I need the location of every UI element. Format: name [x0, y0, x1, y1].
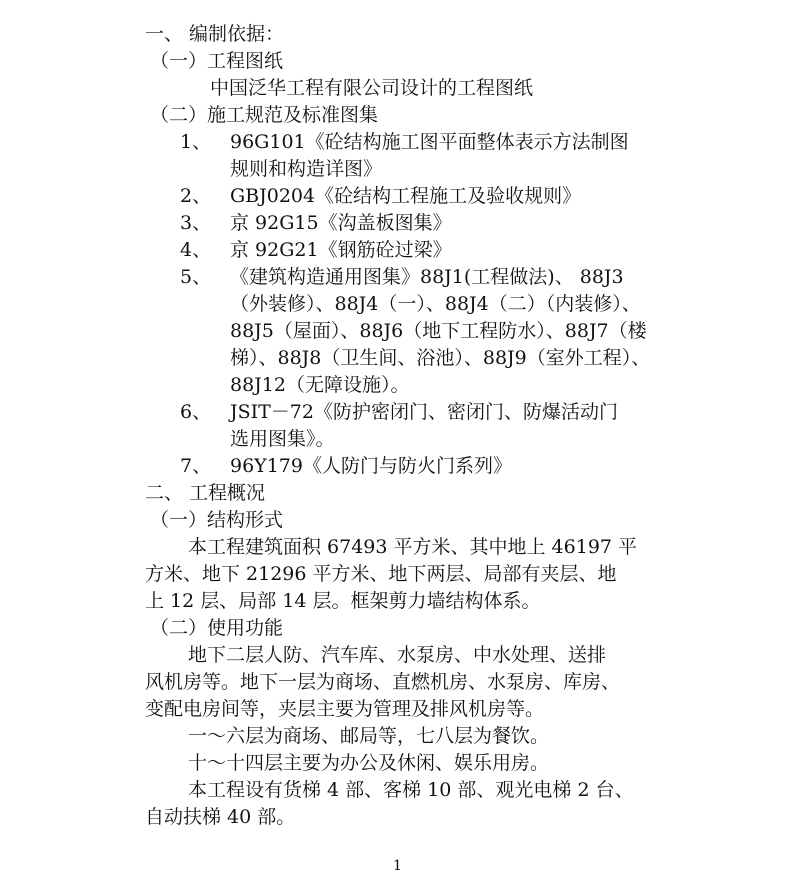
list-item-text: 88J12（无障设施）。	[230, 374, 410, 396]
paragraph-line: 风机房等。地下一层为商场、直燃机房、水泵房、库房、	[145, 671, 621, 693]
list-item-text: 梯）、88J8（卫生间、浴池）、88J9（室外工程）、	[230, 347, 651, 369]
subsection-heading: （二）使用功能	[150, 617, 284, 639]
paragraph-line: 十～十四层主要为办公及休闲、娱乐用房。	[188, 752, 550, 774]
paragraph-line: 一～六层为商场、邮局等，七八层为餐饮。	[188, 725, 550, 747]
subsection-heading: （二）施工规范及标准图集	[150, 104, 379, 126]
list-item-number: 2、	[180, 185, 212, 207]
paragraph-line: 自动扶梯 40 部。	[145, 806, 296, 828]
section-heading: 二、 工程概况	[145, 482, 266, 504]
subsection-heading: （一）结构形式	[150, 509, 284, 531]
list-item-text: （外装修）、88J4（一）、88J4（二）（内装修）、	[230, 293, 641, 315]
list-item-number: 7、	[180, 455, 212, 477]
list-item-number: 4、	[180, 239, 212, 261]
list-item-number: 1、	[180, 131, 212, 153]
list-item-text: 规则和构造详图》	[230, 158, 383, 180]
list-item-text: JSIT－72《防护密闭门、密闭门、防爆活动门	[230, 401, 618, 423]
list-item-text: 96G101《砼结构施工图平面整体表示方法制图	[230, 131, 629, 153]
list-item-number: 3、	[180, 212, 212, 234]
list-item-text: 88J5（屋面）、88J6（地下工程防水）、88J7（楼	[230, 320, 647, 342]
list-item-text: 选用图集》。	[230, 428, 335, 450]
section-heading: 一、 编制依据：	[145, 23, 285, 45]
page-number: 1	[393, 858, 402, 874]
list-item-text: 京 92G15《沟盖板图集》	[230, 212, 452, 234]
paragraph-line: 方米、地下 21296 平方米、地下两层、局部有夹层、地	[145, 563, 617, 585]
paragraph-line: 上 12 层、局部 14 层。框架剪力墙结构体系。	[145, 590, 541, 612]
paragraph-line: 变配电房间等，夹层主要为管理及排风机房等。	[145, 698, 545, 720]
list-item-text: 京 92G21《钢筋砼过梁》	[230, 239, 452, 261]
list-item-number: 6、	[180, 401, 212, 423]
list-item-text: GBJ0204《砼结构工程施工及验收规则》	[230, 185, 582, 207]
list-item-text: 《建筑构造通用图集》88J1(工程做法)、 88J3	[230, 266, 624, 288]
subsection-heading: （一）工程图纸	[150, 50, 284, 72]
body-text-line: 中国泛华工程有限公司设计的工程图纸	[210, 77, 534, 99]
paragraph-line: 本工程设有货梯 4 部、客梯 10 部、观光电梯 2 台、	[188, 779, 634, 801]
paragraph-line: 本工程建筑面积 67493 平方米、其中地上 46197 平	[188, 536, 638, 558]
list-item-text: 96Y179《人防门与防火门系列》	[230, 455, 512, 477]
paragraph-line: 地下二层人防、汽车库、水泵房、中水处理、送排	[188, 644, 607, 666]
list-item-number: 5、	[180, 266, 212, 288]
